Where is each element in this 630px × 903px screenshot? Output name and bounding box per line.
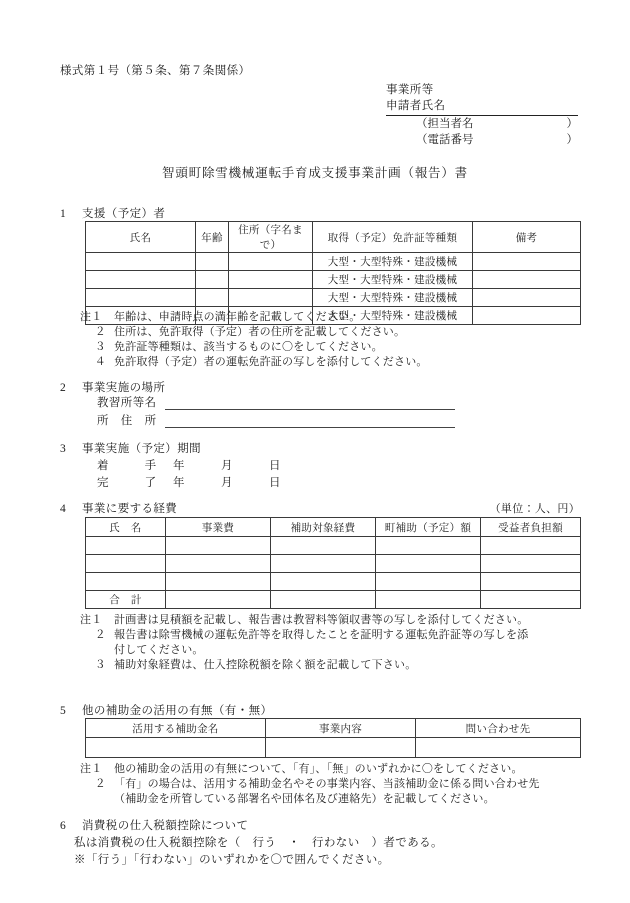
col-header-license-type: 取得（予定）免許証等種類 — [313, 222, 473, 253]
section-4-notes — [80, 613, 528, 673]
note-item — [80, 762, 540, 777]
phone-number-label: （電話番号 — [416, 134, 474, 146]
cell-name[interactable] — [86, 271, 196, 289]
section-2-heading — [60, 379, 165, 395]
section-5-notes — [80, 762, 540, 807]
table-row — [86, 555, 581, 573]
driving-school-name-field[interactable] — [97, 394, 497, 410]
phone-paren-close: ） — [566, 134, 578, 146]
section-1-title: 支援（予定）者 — [82, 208, 166, 220]
start-date-day-unit: 日 — [269, 460, 281, 472]
col-header-address: 住所（字名まで） — [229, 222, 313, 253]
cell-remarks[interactable] — [473, 307, 581, 325]
note-text: 「有」の場合は、活用する補助金名やその事業内容、当該補助金に係る問い合わせ先 — [114, 778, 540, 790]
completion-date-day-unit: 日 — [269, 477, 281, 489]
note-label: ２ — [94, 778, 106, 790]
contact-person-label: （担当者名 — [416, 118, 474, 130]
note-text: 免許証等種類は、該当するものに〇をしてください。 — [114, 341, 383, 353]
cell-license-options[interactable]: 大型・大型特殊・建設機械 — [313, 307, 473, 325]
cell-name[interactable] — [86, 555, 166, 573]
section-1-notes — [80, 310, 428, 370]
col-header-age: 年齢 — [196, 222, 229, 253]
section-6-title: 消費税の仕入税額控除について — [82, 820, 249, 832]
cell-name[interactable] — [86, 289, 196, 307]
cell-town-subsidy-amount[interactable] — [376, 555, 481, 573]
completion-date-year-unit: 年 — [173, 477, 185, 489]
section-1-heading — [60, 205, 165, 221]
start-date-label: 着 手 — [97, 460, 157, 472]
table-row — [86, 253, 581, 271]
section-6-number: 6 — [60, 820, 67, 832]
note-text: 免許取得（予定）者の運転免許証の写しを添付してください。 — [114, 356, 428, 368]
cell-license-options[interactable]: 大型・大型特殊・建設機械 — [313, 289, 473, 307]
cell-total-project-cost[interactable] — [166, 591, 271, 609]
cell-contact[interactable] — [416, 738, 581, 758]
section-4-number: 4 — [60, 503, 67, 515]
section-5-title: 他の補助金の活用の有無（有・無） — [82, 705, 273, 717]
document-title: 智頭町除雪機械運転手育成支援事業計画（報告）書 — [162, 166, 468, 180]
cell-name[interactable] — [86, 253, 196, 271]
cell-age[interactable] — [196, 271, 229, 289]
completion-date-month-unit: 月 — [221, 477, 233, 489]
start-date-row[interactable] — [97, 457, 281, 473]
col-header-subsidy-name: 活用する補助金名 — [86, 719, 266, 738]
contact-person-paren-close: ） — [566, 118, 578, 130]
note-label: ３ — [94, 659, 106, 671]
note-text: 計画書は見積額を記載し、報告書は教習料等領収書等の写しを添付してください。 — [114, 614, 529, 626]
cell-name[interactable] — [86, 537, 166, 555]
section-5-heading — [60, 702, 272, 718]
table-row — [86, 738, 581, 758]
section-3-heading — [60, 440, 201, 456]
cell-subsidy-eligible-cost[interactable] — [271, 573, 376, 591]
col-header-remarks: 備考 — [473, 222, 581, 253]
phone-number-field[interactable] — [386, 132, 578, 148]
note-text: 住所は、免許取得（予定）者の住所を記載してください。 — [114, 326, 406, 338]
applicant-name-field[interactable]: 申請者氏名 — [386, 98, 578, 116]
completion-date-row[interactable] — [97, 474, 281, 490]
cell-total-subsidy-eligible-cost[interactable] — [271, 591, 376, 609]
other-subsidies-table — [85, 718, 581, 758]
note-text: 補助対象経費は、仕入控除税額を除く額を記載して下さい。 — [114, 659, 417, 671]
cell-remarks[interactable] — [473, 253, 581, 271]
section-1-number: 1 — [60, 208, 67, 220]
cell-age[interactable] — [196, 253, 229, 271]
note-item — [80, 340, 428, 355]
contact-person-field[interactable] — [386, 116, 578, 132]
col-header-name: 氏 名 — [86, 518, 166, 537]
table-row — [86, 271, 581, 289]
note-text: 他の補助金の活用の有無について、「有」、「無」のいずれかに〇をしてください。 — [114, 763, 523, 775]
organization-label: 事業所等 — [386, 84, 434, 96]
note-item — [80, 355, 428, 370]
note-label: 注１ — [80, 614, 103, 626]
start-date-month-unit: 月 — [221, 460, 233, 472]
cell-beneficiary-share[interactable] — [481, 573, 581, 591]
note-label: ３ — [94, 341, 106, 353]
cell-total-town-subsidy-amount[interactable] — [376, 591, 481, 609]
unit-note-label: （単位：人、円） — [489, 503, 580, 515]
note-label: ２ — [94, 326, 106, 338]
cell-age[interactable] — [196, 289, 229, 307]
section-5-number: 5 — [60, 705, 67, 717]
driving-school-name-label: 教習所等名 — [97, 397, 157, 409]
cell-remarks[interactable] — [473, 289, 581, 307]
note-text: 報告書は除雪機械の運転免許等を取得したことを証明する運転免許証等の写しを添 — [114, 629, 529, 641]
note-continuation: （補助金を所管している部署名や団体名及び連絡先）を記載してください。 — [114, 793, 495, 805]
section-6-heading — [60, 817, 248, 833]
cell-subsidy-eligible-cost[interactable] — [271, 537, 376, 555]
driving-school-address-rule[interactable] — [165, 415, 455, 428]
col-header-subsidy-eligible-cost: 補助対象経費 — [271, 518, 376, 537]
cell-project-cost[interactable] — [166, 537, 271, 555]
cell-address[interactable] — [229, 253, 313, 271]
col-header-town-subsidy-amount: 町補助（予定）額 — [376, 518, 481, 537]
note-continuation: 付してください。 — [114, 644, 204, 656]
cell-project-cost[interactable] — [166, 555, 271, 573]
applicant-header-block — [386, 82, 578, 148]
section-4-title: 事業に要する経費 — [82, 503, 178, 515]
cell-total-beneficiary-share[interactable] — [481, 591, 581, 609]
cell-total-label: 合 計 — [86, 591, 166, 609]
form-code-label: 様式第１号（第５条、第７条関係） — [60, 65, 251, 77]
cell-town-subsidy-amount[interactable] — [376, 537, 481, 555]
note-item — [80, 628, 528, 643]
completion-date-label: 完 了 — [97, 477, 157, 489]
cell-license-options[interactable]: 大型・大型特殊・建設機械 — [313, 271, 473, 289]
col-header-project-cost: 事業費 — [166, 518, 271, 537]
cell-name[interactable] — [86, 573, 166, 591]
col-header-project-description: 事業内容 — [266, 719, 416, 738]
note-label: ２ — [94, 629, 106, 641]
tax-deduction-statement[interactable]: 私は消費税の仕入税額控除を（ 行う ・ 行わない ）者である。 — [74, 837, 443, 849]
cell-subsidy-name[interactable] — [86, 738, 266, 758]
cell-project-cost[interactable] — [166, 573, 271, 591]
col-header-beneficiary-share: 受益者負担額 — [481, 518, 581, 537]
cell-subsidy-eligible-cost[interactable] — [271, 555, 376, 573]
table-header-row — [86, 222, 581, 253]
tax-deduction-instruction: ※「行う」「行わない」のいずれかを〇で囲んでください。 — [74, 854, 390, 866]
cell-town-subsidy-amount[interactable] — [376, 573, 481, 591]
table-row — [86, 289, 581, 307]
table-row — [86, 573, 581, 591]
note-item — [80, 325, 428, 340]
section-3-number: 3 — [60, 443, 67, 455]
section-4-heading — [60, 500, 177, 516]
section-2-number: 2 — [60, 382, 67, 394]
start-date-year-unit: 年 — [173, 460, 185, 472]
table-row — [86, 537, 581, 555]
col-header-contact: 問い合わせ先 — [416, 719, 581, 738]
note-item — [80, 777, 540, 792]
table-total-row — [86, 591, 581, 609]
driving-school-name-rule[interactable] — [165, 397, 455, 410]
cell-beneficiary-share[interactable] — [481, 537, 581, 555]
table-header-row — [86, 518, 581, 537]
expenses-table — [85, 517, 581, 609]
cell-license-options[interactable]: 大型・大型特殊・建設機械 — [313, 253, 473, 271]
col-header-name: 氏名 — [86, 222, 196, 253]
driving-school-address-field[interactable] — [97, 412, 497, 428]
note-label: 注１ — [80, 311, 103, 323]
note-label: 注１ — [80, 763, 103, 775]
note-text: 年齢は、申請時点の満年齢を記載してください。 — [114, 311, 361, 323]
section-3-title: 事業実施（予定）期間 — [82, 443, 201, 455]
note-label: ４ — [94, 356, 106, 368]
cell-address[interactable] — [229, 289, 313, 307]
section-2-title: 事業実施の場所 — [82, 382, 166, 394]
table-header-row — [86, 719, 581, 738]
note-item — [80, 658, 528, 673]
note-item — [80, 310, 428, 325]
note-item — [80, 613, 528, 628]
cell-address[interactable] — [229, 271, 313, 289]
cell-remarks[interactable] — [473, 271, 581, 289]
driving-school-address-label: 所 住 所 — [97, 415, 157, 427]
cell-beneficiary-share[interactable] — [481, 555, 581, 573]
cell-project-description[interactable] — [266, 738, 416, 758]
